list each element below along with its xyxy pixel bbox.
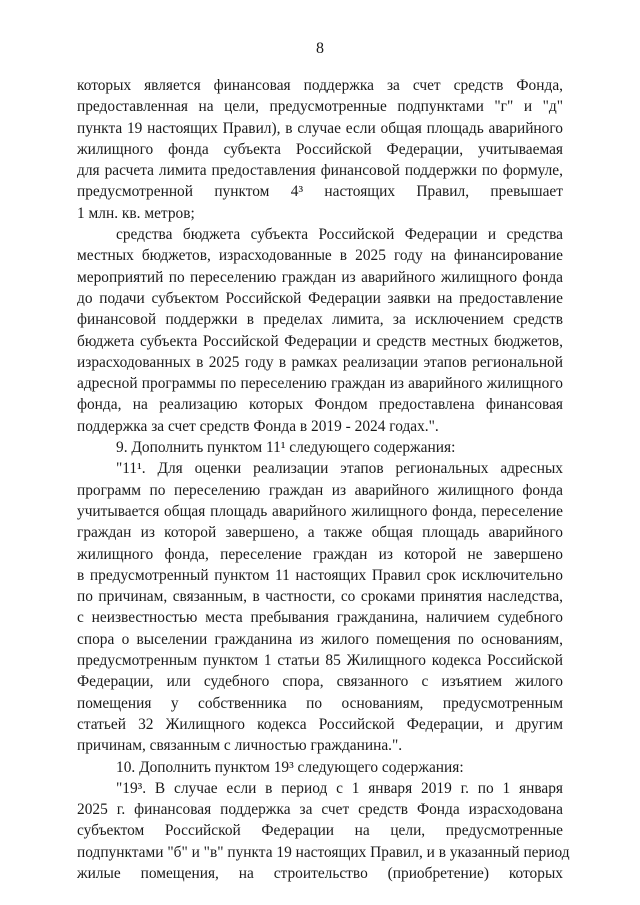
text-line: 10. Дополнить пунктом 19³ следующего содержания: (116, 758, 464, 776)
page-number: 8 (316, 40, 324, 57)
text-line: спора о выселении гражданина из жилого помещения по основаниям, (77, 630, 563, 648)
text-line: граждан из которой завершено, а также общая площадь аварийного (77, 524, 563, 542)
text-line: субъектом Российской Федерации на цели, предусмотренные (77, 822, 563, 840)
text-line: жилищного фонда, переселение граждан из которой не завершено (77, 545, 563, 563)
text-line: учитывается общая площадь аварийного жилищного фонда, переселение (77, 502, 563, 520)
text-line: до подачи субъектом Российской Федерации заявки на предоставление (77, 289, 563, 307)
text-line: помещения у собственника по основаниям, предусмотренным (77, 694, 563, 712)
text-line: "19³. В случае если в период с 1 января 2019 г. по 1 января (116, 779, 563, 797)
text-line: 2025 г. финансовая поддержка за счет средств Фонда израсходована (77, 801, 563, 819)
text-line: предусмотренной пунктом 4³ настоящих Правил, превышает (77, 183, 563, 201)
text-line: причинам, связанным с личностью гражданина.". (77, 737, 403, 755)
text-line: пункта 19 настоящих Правил), в случае если общая площадь аварийного (77, 119, 563, 137)
text-line: предоставленная на цели, предусмотренные подпунктами "г" и "д" (77, 98, 563, 116)
text-line: фонда, на реализацию которых Фондом предоставлена финансовая (77, 396, 563, 414)
text-line: поддержка за счет средств Фонда в 2019 - 2024 годах.". (77, 417, 439, 435)
text-line: для расчета лимита предоставления финансовой поддержки по формуле, (77, 162, 563, 180)
text-line: финансовой поддержки в пределах лимита, за исключением средств (77, 311, 563, 329)
text-line: программ по переселению граждан из аварийного жилищного фонда (77, 481, 563, 499)
text-line: подпунктами "б" и "в" пункта 19 настоящих Правил, и в указанный период (77, 843, 570, 861)
text-line: статьей 32 Жилищного кодекса Российской Федерации, и другим (77, 715, 563, 733)
text-line: Федерации, или судебного спора, связанного с изъятием жилого (77, 673, 563, 691)
text-line: предусмотренным пунктом 1 статьи 85 Жилищного кодекса Российской (77, 652, 563, 670)
text-line: жилые помещения, на строительство (приобретение) которых (77, 864, 563, 882)
text-line: мероприятий по переселению граждан из аварийного жилищного фонда (77, 268, 563, 286)
text-line: израсходованных в 2025 году в рамках реализации этапов региональной (77, 353, 563, 371)
text-line: в предусмотренный пунктом 11 настоящих Правил срок исключительно (77, 566, 563, 584)
text-line: "11¹. Для оценки реализации этапов региональных адресных (116, 460, 563, 478)
text-line: с неизвестностью места пребывания гражданина, наличием судебного (77, 609, 563, 627)
text-line: по причинам, связанным, в частности, со сроками принятия наследства, (77, 588, 563, 606)
text-line: местных бюджетов, израсходованные в 2025 году на финансирование (77, 247, 563, 265)
text-line: 1 млн. кв. метров; (77, 204, 195, 222)
text-line: бюджета субъекта Российской Федерации и средств местных бюджетов, (77, 332, 563, 350)
text-line: которых является финансовая поддержка за счет средств Фонда, (77, 77, 563, 94)
text-line: 9. Дополнить пунктом 11¹ следующего содержания: (116, 439, 456, 457)
text-line: жилищного фонда субъекта Российской Федерации, учитываемая (77, 140, 563, 158)
text-line: средства бюджета субъекта Российской Федерации и средства (116, 226, 563, 244)
document-body (77, 75, 570, 884)
text-line: адресной программы по переселению граждан из аварийного жилищного (77, 375, 563, 393)
